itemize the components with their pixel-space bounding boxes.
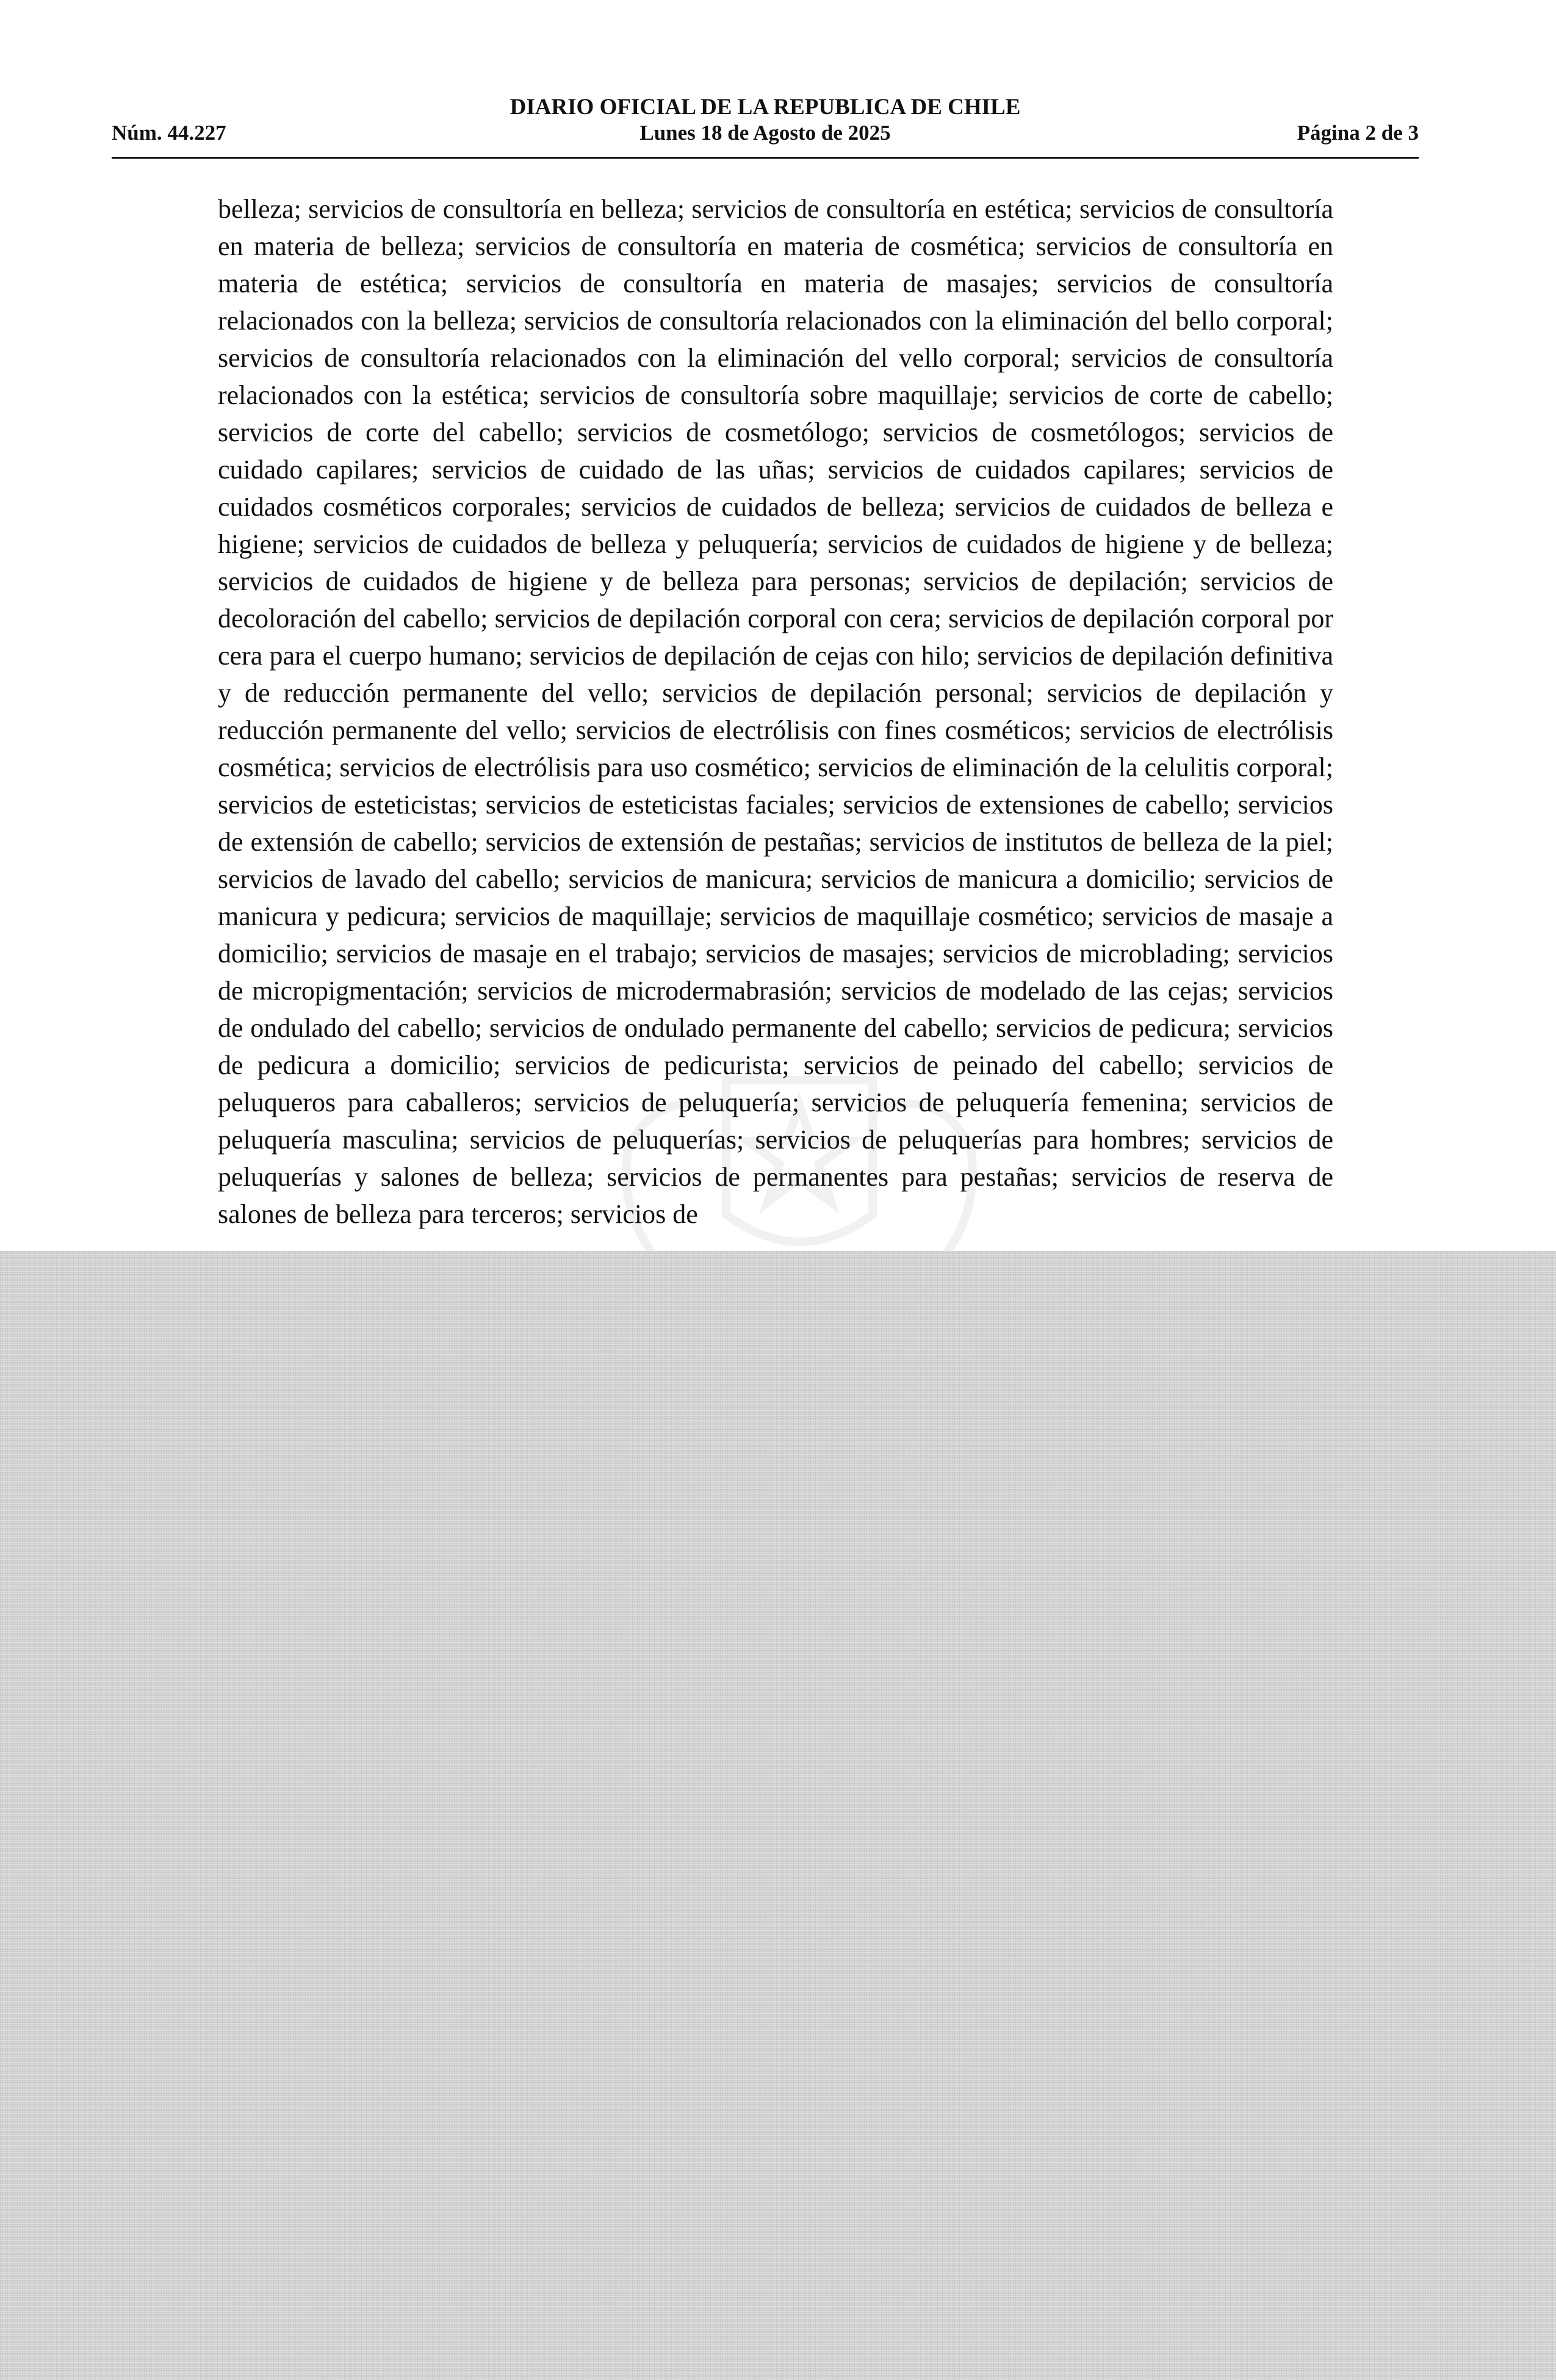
page-header	[112, 92, 1419, 159]
issue-number: Núm. 44.227	[112, 121, 226, 145]
page-indicator: Página 2 de 3	[1297, 121, 1419, 145]
publication-title: DIARIO OFICIAL DE LA REPUBLICA DE CHILE	[510, 95, 1021, 120]
body-paragraph: belleza; servicios de consultoría en belleza; servicios de consultoría en estética; servicios de consultoría en materia de belleza; servicios de consultoría en materia de cosmética; servicios de consultoría en materia de estética; servicios de consultoría en materia de masajes; servicios de consultoría relacionados con la belleza; servicios de consultoría relacionados con la eliminación del bello corporal; servicios de consultoría relacionados con la eliminación del vello corporal; servicios de consultoría relacionados con la estética; servicios de consultoría sobre maquillaje; servicios de corte de cabello; servicios de corte del cabello; servicios de cosmetólogo; servicios de cosmetólogos; servicios de cuidado capilares; servicios de cuidado de las uñas; servicios de cuidados capilares; servicios de cuidados cosméticos corporales; servicios de cuidados de belleza; servicios de cuidados de belleza e higiene; servicios de cuidados de belleza y peluquería; servicios de cuidados de higiene y de belleza; servicios de cuidados de higiene y de belleza para personas; servicios de depilación; servicios de decoloración del cabello; servicios de depilación corporal con cera; servicios de depilación corporal por cera para el cuerpo humano; servicios de depilación de cejas con hilo; servicios de depilación definitiva y de reducción permanente del vello; servicios de depilación personal; servicios de depilación y reducción permanente del vello; servicios de electrólisis con fines cosméticos; servicios de electrólisis cosmética; servicios de electrólisis para uso cosmético; servicios de eliminación de la celulitis corporal; servicios de esteticistas; servicios de esteticistas faciales; servicios de extensiones de cabello; servicios de extensión de cabello; servicios de extensión de pestañas; servicios de institutos de belleza de la piel; servicios de lavado del cabello; servicios de manicura; servicios de manicura a domicilio; servicios de manicura y pedicura; servicios de maquillaje; servicios de maquillaje cosmético; servicios de masaje a domicilio; servicios de masaje en el trabajo; servicios de masajes; servicios de microblading; servicios de micropigmentación; servicios de microdermabrasión; servicios de modelado de las cejas; servicios de ondulado del cabello; servicios de ondulado permanente del cabello; servicios de pedicura; servicios de pedicura a domicilio; servicios de pedicurista; servicios de peinado del cabello; servicios de peluqueros para caballeros; servicios de peluquería; servicios de peluquería femenina; servicios de peluquería masculina; servicios de peluquerías; servicios de peluquerías para hombres; servicios de peluquerías y salones de belleza; servicios de permanentes para pestañas; servicios de reserva de salones de belleza para terceros; servicios de	[218, 194, 1333, 1229]
publication-date: Lunes 18 de Agosto de 2025	[639, 121, 891, 145]
redacted-area	[0, 1251, 1556, 2380]
